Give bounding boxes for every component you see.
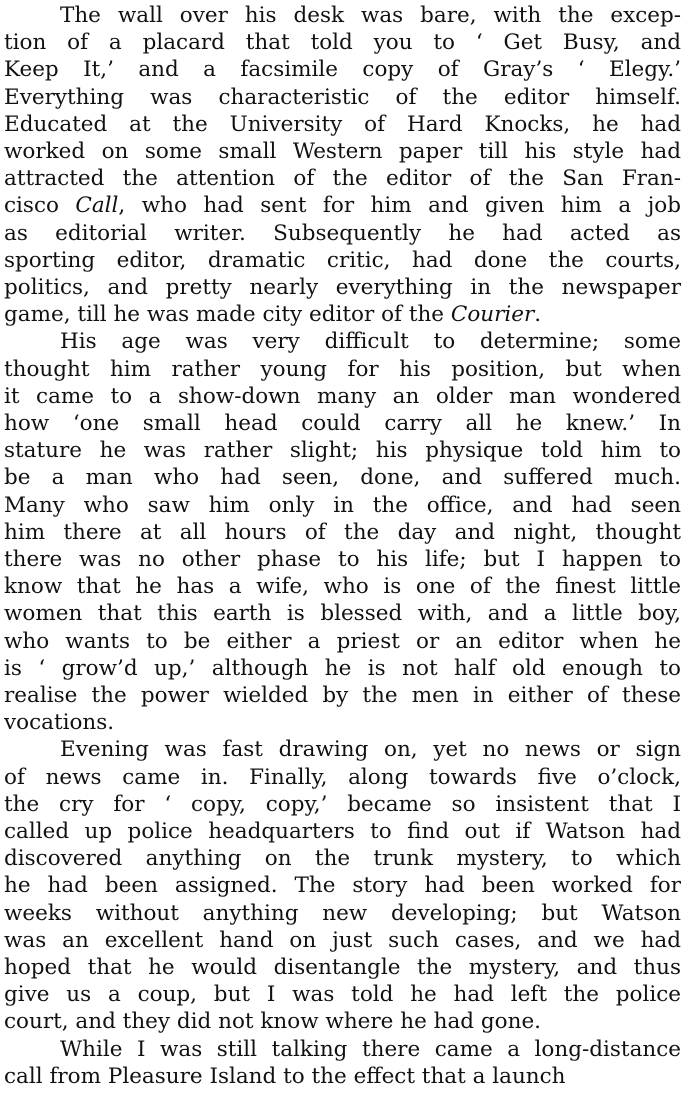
text-line: was an excellent hand on just such cases, and we had bbox=[4, 927, 681, 953]
text-line: Everything was characteristic of the editor himself. bbox=[4, 84, 681, 110]
text-line: Keep It,’ and a facsimile copy of Gray’s ‘ Elegy.’ bbox=[4, 57, 681, 83]
text-line: vocations. bbox=[4, 710, 115, 736]
text-line: there was no other phase to his life; but I happen to bbox=[4, 547, 681, 572]
text-line: as editorial writer. Subsequently he had acted as bbox=[4, 220, 681, 246]
text-line: His age was very difficult to determine; some bbox=[60, 329, 681, 355]
text-line: attracted the attention of the editor of the San Fran- bbox=[4, 166, 681, 192]
text-line: give us a coup, but I was told he had left the police bbox=[4, 982, 681, 1008]
text-line: politics, and pretty nearly everything in the newspaper bbox=[4, 275, 681, 300]
text-line: While I was still talking there came a long-distance bbox=[60, 1036, 681, 1062]
text-line: weeks without anything new developing; but Watson bbox=[4, 900, 681, 926]
italic-title: Courier bbox=[450, 302, 535, 328]
text-line: worked on some small Western paper till his style had bbox=[4, 139, 681, 164]
text-line: court, and they did not know where he had gone. bbox=[4, 1009, 542, 1035]
text-line: is ‘ grow’d up,’ although he is not half old enough to bbox=[4, 655, 681, 681]
text-line: women that this earth is blessed with, and a little boy, bbox=[4, 601, 681, 627]
text-line: thought him rather young for his position, but when bbox=[4, 356, 681, 382]
text-line: discovered anything on the trunk mystery, to which bbox=[4, 846, 681, 872]
text-line: cisco Call, who had sent for him and given him a job bbox=[4, 193, 681, 219]
text-line: stature he was rather slight; his physique told him to bbox=[4, 438, 681, 464]
italic-title: Call bbox=[75, 193, 119, 219]
text-line: game, till he was made city editor of the Courier. bbox=[4, 302, 542, 328]
text-line: call from Pleasure Island to the effect that a launch bbox=[4, 1063, 566, 1089]
text-line: Educated at the University of Hard Knocks, he had bbox=[4, 111, 681, 137]
text-line: it came to a show-down many an older man wondered bbox=[4, 383, 681, 409]
text-line: The wall over his desk was bare, with the excep- bbox=[60, 3, 681, 28]
text-line: of news came in. Finally, along towards five o’clock, bbox=[4, 764, 681, 790]
text-line: be a man who had seen, done, and suffered much. bbox=[4, 465, 681, 491]
text-line: how ‘one small head could carry all he knew.’ In bbox=[4, 411, 681, 436]
text-line: hoped that he would disentangle the mystery, and thus bbox=[4, 955, 681, 980]
text-line: he had been assigned. The story had been worked for bbox=[4, 873, 681, 899]
text-line: the cry for ‘ copy, copy,’ became so insistent that I bbox=[4, 791, 681, 817]
text-line: called up police headquarters to find out if Watson had bbox=[4, 819, 681, 844]
text-line: know that he has a wife, who is one of the finest little bbox=[4, 574, 681, 600]
text-line: him there at all hours of the day and night, thought bbox=[4, 519, 681, 545]
text-line: who wants to be either a priest or an editor when he bbox=[4, 628, 681, 654]
text-line: tion of a placard that told you to ‘ Get Busy, and bbox=[4, 30, 681, 56]
text-line: Many who saw him only in the office, and had seen bbox=[4, 492, 681, 518]
text-line: sporting editor, dramatic critic, had done the courts, bbox=[4, 247, 681, 273]
text-line: realise the power wielded by the men in either of these bbox=[4, 683, 681, 708]
text-line: Evening was fast drawing on, yet no news or sign bbox=[60, 737, 681, 763]
